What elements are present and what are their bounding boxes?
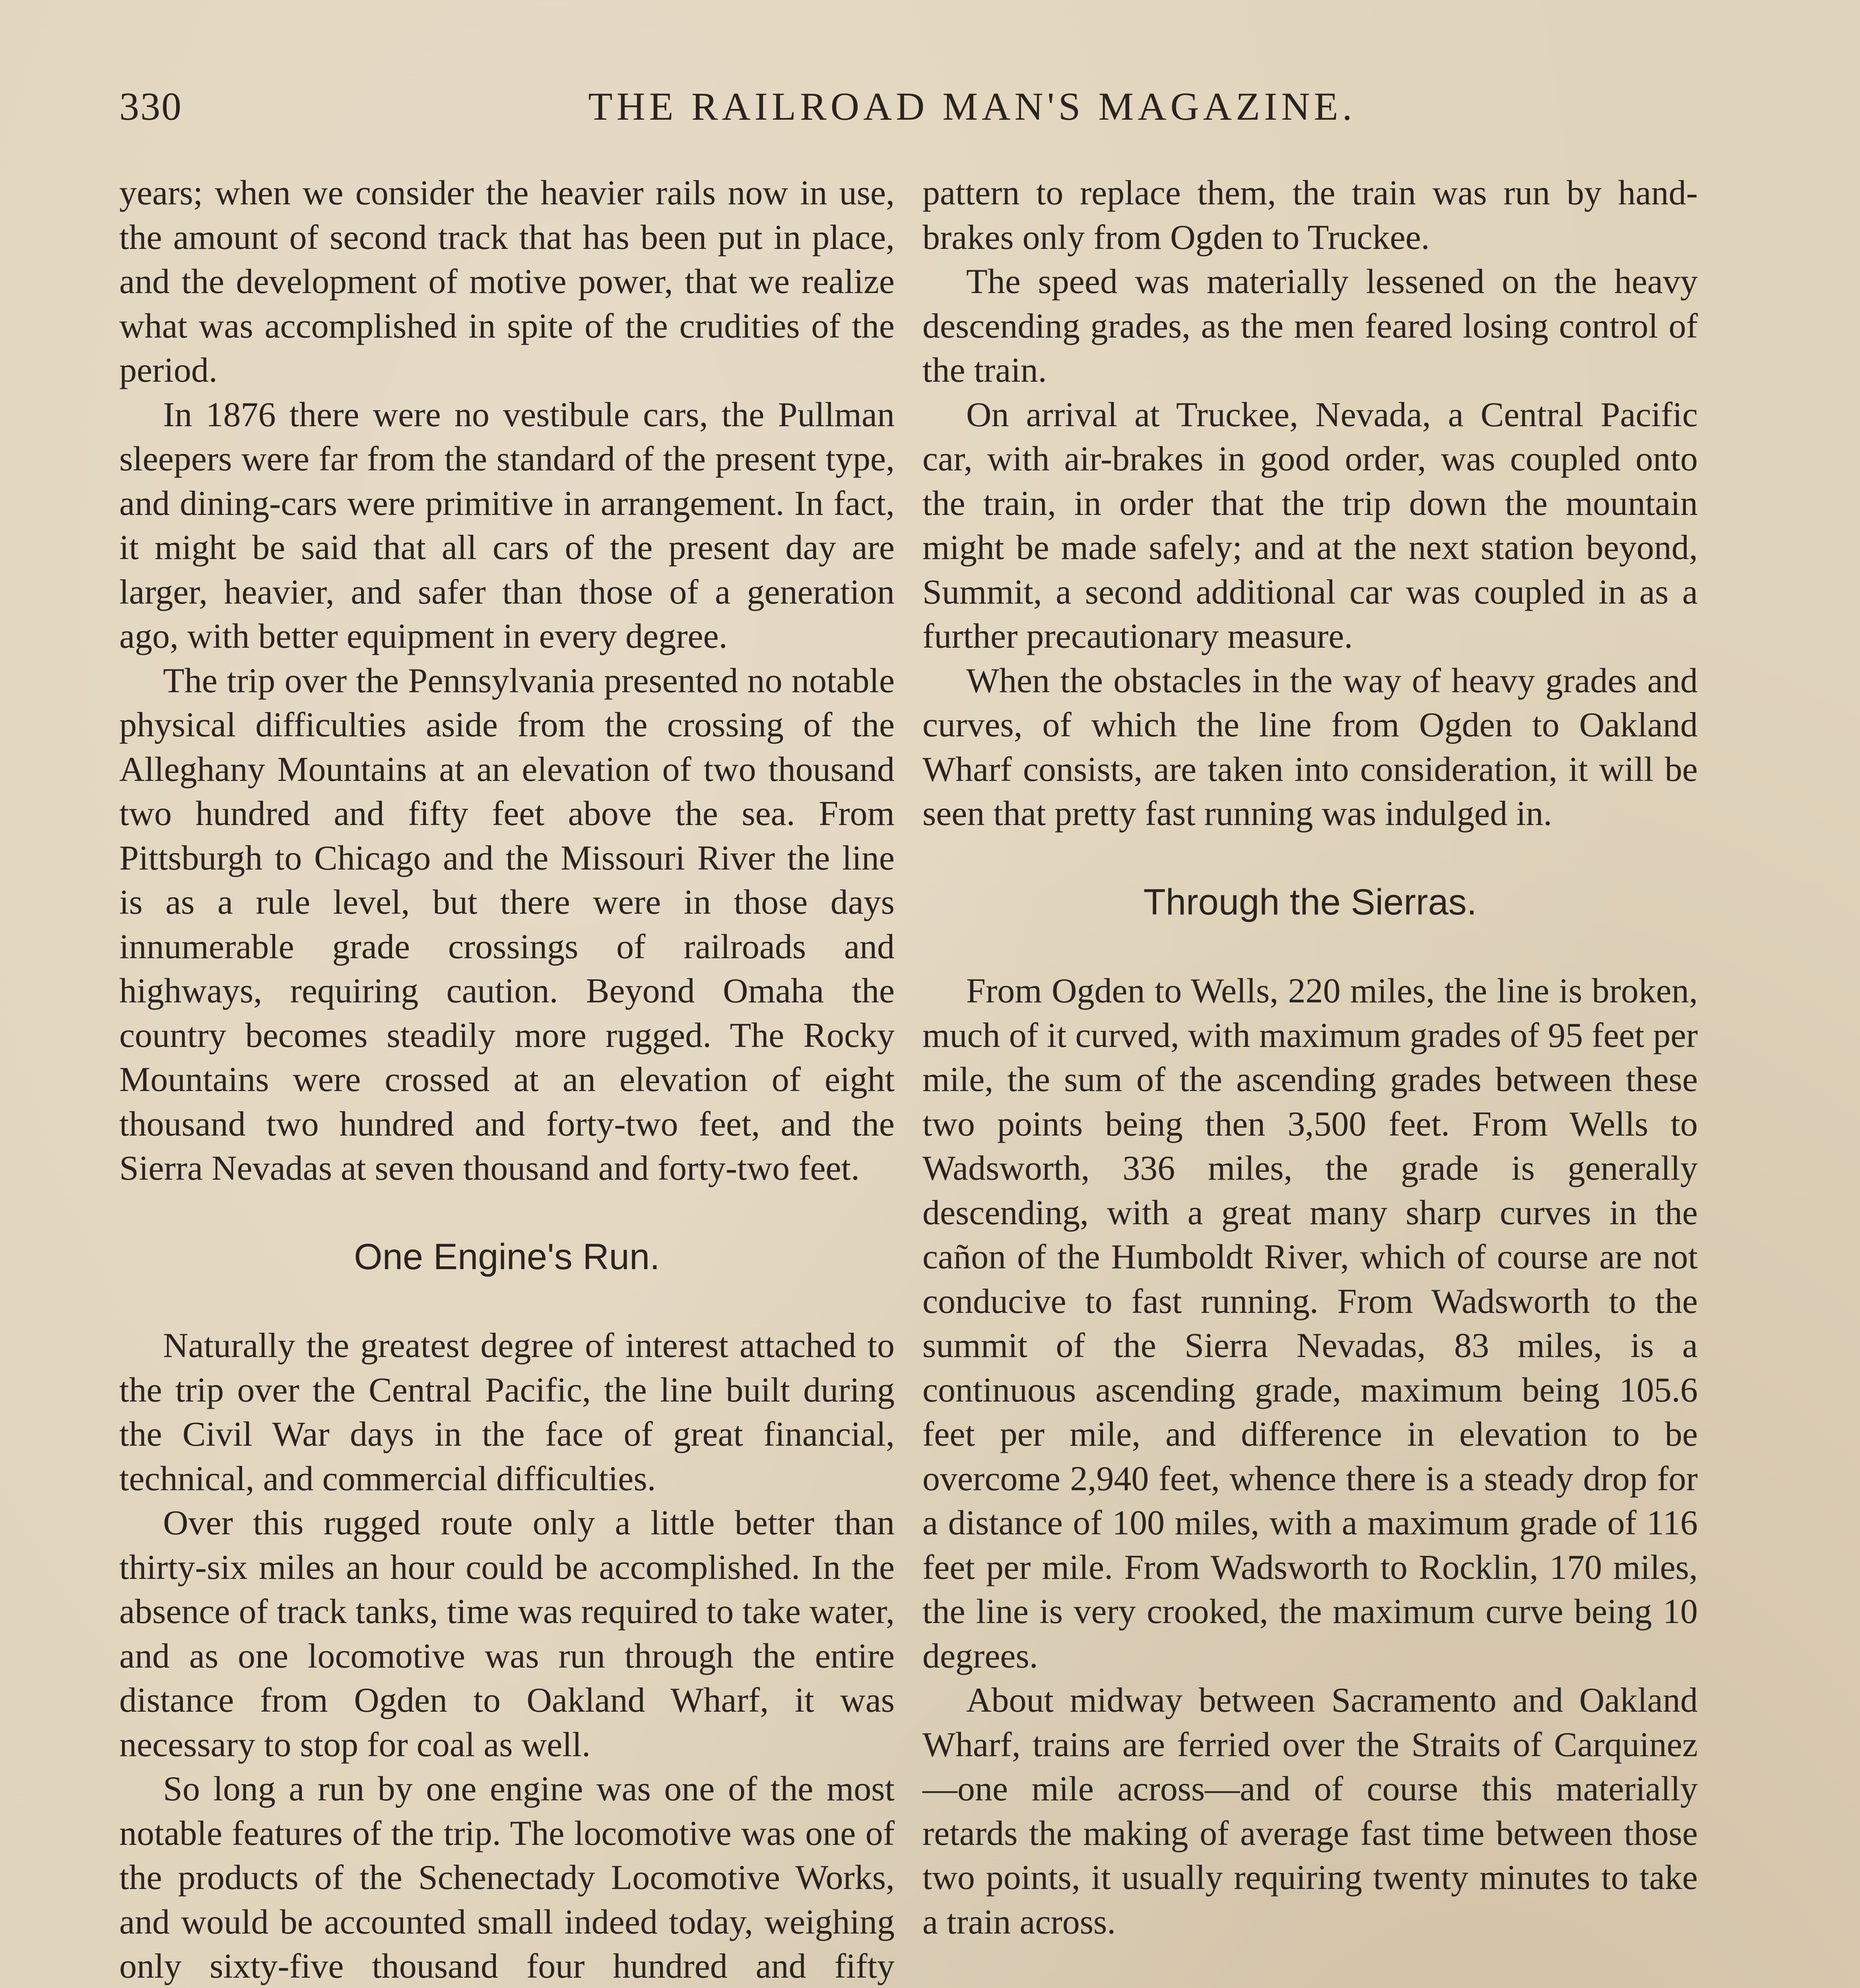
section-heading: Through the Sierras. (1143, 882, 1477, 922)
spacer (922, 925, 1698, 969)
spacer (922, 1944, 1698, 1988)
paragraph: From Ogden to Wells, 220 miles, the line is broken, much of it curved, with maximum grades of 95 feet per mile, the sum of the ascending grades between these two points being then 3,500 feet. From Wells to Wadsworth, 336 miles, the grade is generally descending, with a great many sharp curves in the cañon of the Humboldt River, which of course are not conducive to fast running. From Wadsworth to the summit of the Sierra Nevadas, 83 miles, is a continuous ascending grade, maximum being 105.6 feet per mile, and difference in elevation to be overcome 2,940 feet, whence there is a steady drop for a distance of 100 miles, with a maximum grade of 116 feet per mile. From Wadsworth to Rocklin, 170 miles, the line is very crooked, the maximum curve being 10 degrees. (922, 972, 1698, 1675)
paragraph: The speed was materially lessened on the heavy descending grades, as the men feared losing control of the train. (922, 262, 1698, 390)
paragraph: So long a run by one engine was one of the most notable features of the trip. The locomotive was one of the products of the Schenectady Locomotive Works, and would be accounted small indeed today, weighing only sixty-five thousand four hundred and fifty (119, 1770, 895, 1986)
spacer (119, 1191, 895, 1235)
page-header (119, 83, 1706, 143)
paragraph: Over this rugged route only a little better than thirty-six miles an hour could be accomplished. In the absence of track tanks, time was required to take water, and as one locomotive was run through the entire distance from Ogden to Oakland Wharf, it was necessary to stop for coal as well. (119, 1504, 895, 1764)
spacer (119, 1279, 895, 1324)
spacer (922, 836, 1698, 881)
paragraph: pattern to replace them, the train was run by hand-brakes only from Ogden to Truckee. (922, 174, 1698, 257)
page-number: 330 (119, 84, 183, 128)
left-column (119, 171, 895, 1988)
paragraph: Naturally the greatest degree of interest attached to the trip over the Central Pacific, the line built during the Civil War days in the face of great financial, technical, and commercial difficulties. (119, 1326, 895, 1498)
paragraph: About midway between Sacramento and Oakland Wharf, trains are ferried over the Straits of Carquinez—one mile across—and of course this materially retards the making of average fast time between those two points, it usually requiring twenty minutes to take a train across. (922, 1681, 1698, 1941)
paragraph: In 1876 there were no vestibule cars, the Pullman sleepers were far from the standard of the present type, and dining-cars were primitive in arrangement. In fact, it might be said that all cars of the present day are larger, heavier, and safer than those of a generation ago, with better equipment in every degree. (119, 395, 895, 656)
paragraph: The trip over the Pennsylvania presented no notable physical difficulties aside from the crossing of the Alleghany Mountains at an elevation of two thousand two hundred and fifty feet above the sea. From Pittsburgh to Chicago and the Missouri River the line is as a rule level, but there were in those days innumerable grade crossings of railroads and highways, requiring caution. Beyond Omaha the country becomes steadily more rugged. The Rocky Mountains were crossed at an elevation of eight thousand two hundred and forty-two feet, and the Sierra Nevadas at seven thousand and forty-two feet. (119, 661, 895, 1188)
section-heading: One Engine's Run. (354, 1237, 660, 1277)
running-head: THE RAILROAD MAN'S MAGAZINE. (588, 84, 1356, 128)
paragraph: years; when we consider the heavier rails now in use, the amount of second track that has been put in place, and the development of motive power, that we realize what was accomplished in spite of the crudities of the period. (119, 174, 895, 390)
paragraph: On arrival at Truckee, Nevada, a Central Pacific car, with air-brakes in good order, was coupled onto the train, in order that the trip down the mountain might be made safely; and at the next station beyond, Summit, a second additional car was coupled in as a further precautionary measure. (922, 395, 1698, 656)
paragraph: When the obstacles in the way of heavy grades and curves, of which the line from Ogden to Oakland Wharf consists, are taken into consideration, it will be seen that pretty fast running was indulged in. (922, 661, 1698, 833)
right-column (922, 171, 1698, 1988)
